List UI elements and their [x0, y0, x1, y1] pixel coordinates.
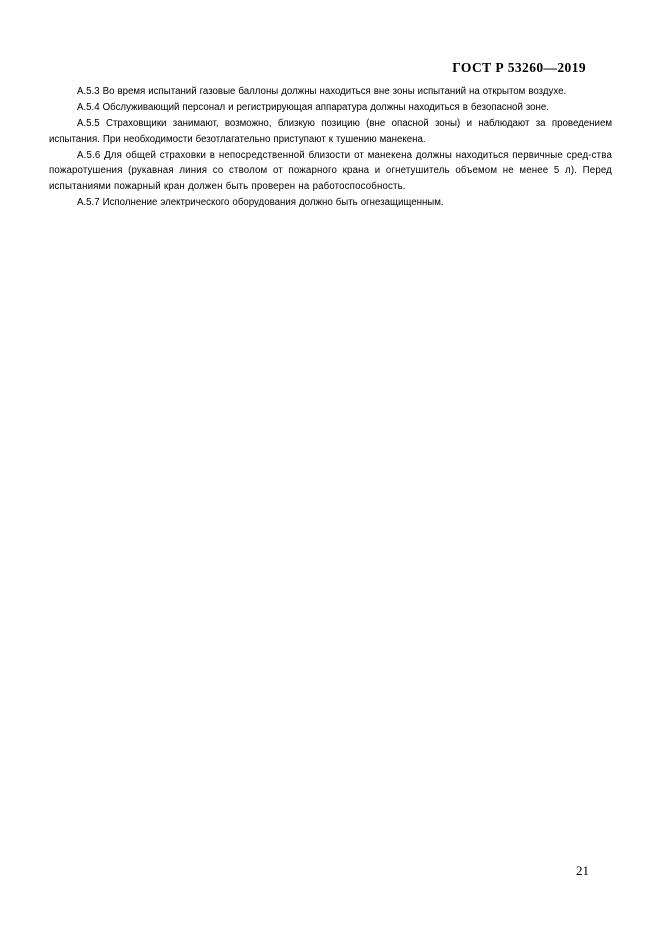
- paragraph-a-5-3: А.5.3 Во время испытаний газовые баллоны должны находиться вне зоны испытаний на открытом воздухе.: [77, 86, 567, 97]
- paragraph-a-5-5: А.5.5 Страховщики занимают, возможно, близкую позицию (вне опасной зоны) и наблюдают за проведением испытания. При необходимости безотлагательно приступают к тушению манекена.: [49, 118, 612, 145]
- document-header-standard-number: ГОСТ Р 53260—2019: [452, 60, 586, 75]
- paragraph-a-5-6: А.5.6 Для общей страховки в непосредственной близости от манекена должны находиться первичные сред-ства пожаротушения (рукавная линия со стволом от пожарного крана и огнетушитель объемом не менее 5 л). Перед испытаниями пожарный кран должен быть проверен на работоспособность.: [49, 149, 612, 193]
- paragraph-a-5-7: А.5.7 Исполнение электрического оборудования должно быть огнезащищенным.: [77, 197, 444, 209]
- page-number: 21: [576, 863, 589, 878]
- document-body: [49, 84, 612, 211]
- paragraph-a-5-4: А.5.4 Обслуживающий персонал и регистрирующая аппаратура должны находиться в безопасной зоне.: [77, 102, 549, 114]
